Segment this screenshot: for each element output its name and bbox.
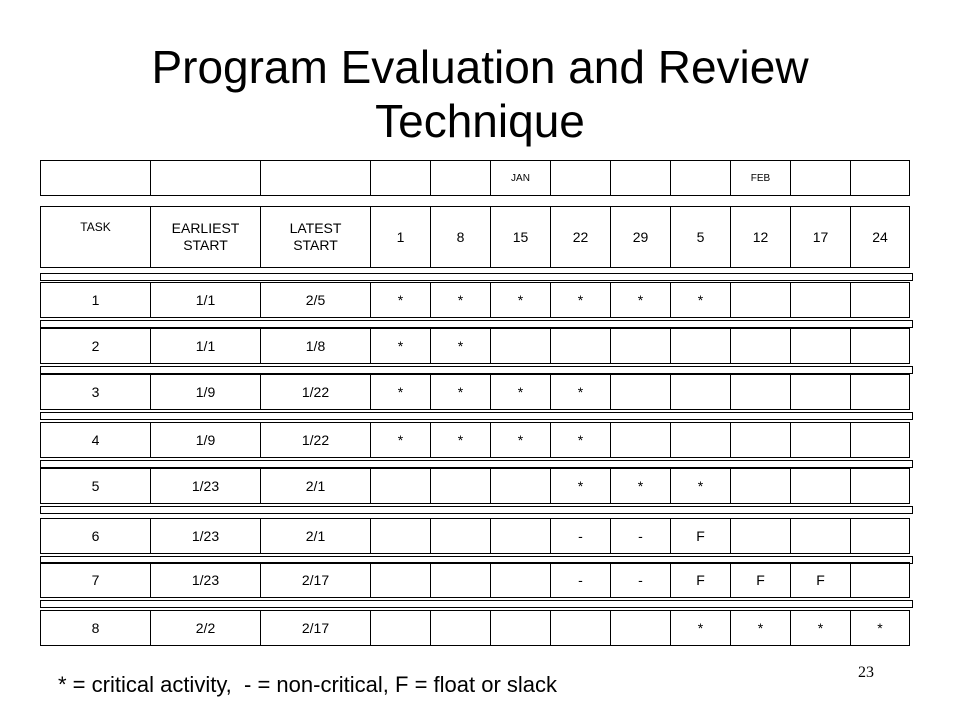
table-cell: 6 xyxy=(40,518,150,554)
table-cell xyxy=(850,282,910,318)
table-row xyxy=(40,282,910,318)
table-cell xyxy=(850,328,910,364)
table-cell: F xyxy=(790,562,850,598)
table-cell: 1/1 xyxy=(150,328,260,364)
table-cell: 5 xyxy=(670,206,730,268)
table-cell xyxy=(430,160,490,196)
table-cell: * xyxy=(550,282,610,318)
table-cell: * xyxy=(550,468,610,504)
table-cell: * xyxy=(550,374,610,410)
table-cell: 1/23 xyxy=(150,562,260,598)
table-cell: 7 xyxy=(40,562,150,598)
table-cell xyxy=(790,160,850,196)
table-cell: * xyxy=(430,422,490,458)
table-cell: * xyxy=(490,282,550,318)
table-cell: LATEST START xyxy=(260,206,370,268)
table-cell xyxy=(550,160,610,196)
table-row xyxy=(40,422,910,458)
table-cell: JAN xyxy=(490,160,550,196)
table-row xyxy=(40,374,910,410)
table-cell: * xyxy=(790,610,850,646)
table-cell: 2/1 xyxy=(260,468,370,504)
table-cell xyxy=(430,518,490,554)
table-cell: 1/9 xyxy=(150,374,260,410)
table-cell xyxy=(850,160,910,196)
table-cell xyxy=(850,518,910,554)
table-cell xyxy=(150,160,260,196)
table-cell xyxy=(730,518,790,554)
table-cell: 2/17 xyxy=(260,562,370,598)
table-cell xyxy=(490,518,550,554)
table-cell xyxy=(490,562,550,598)
table-cell: 17 xyxy=(790,206,850,268)
table-cell xyxy=(790,468,850,504)
table-cell: F xyxy=(730,562,790,598)
table-cell: 8 xyxy=(430,206,490,268)
table-cell xyxy=(790,328,850,364)
table-cell: * xyxy=(430,328,490,364)
table-cell: 1/9 xyxy=(150,422,260,458)
table-cell: * xyxy=(670,282,730,318)
row-divider xyxy=(40,460,913,468)
table-cell xyxy=(850,422,910,458)
table-cell xyxy=(670,160,730,196)
table-cell: * xyxy=(610,468,670,504)
table-cell xyxy=(370,562,430,598)
row-divider xyxy=(40,600,913,608)
table-cell xyxy=(550,328,610,364)
table-cell: * xyxy=(370,422,430,458)
table-cell xyxy=(370,610,430,646)
table-cell: 1/23 xyxy=(150,468,260,504)
table-cell: 2 xyxy=(40,328,150,364)
table-cell xyxy=(790,374,850,410)
slide-title xyxy=(60,40,900,148)
table-cell: 5 xyxy=(40,468,150,504)
table-cell xyxy=(40,160,150,196)
table-cell: * xyxy=(670,468,730,504)
table-cell: EARLIEST START xyxy=(150,206,260,268)
table-cell xyxy=(610,610,670,646)
table-cell: * xyxy=(730,610,790,646)
table-cell: F xyxy=(670,518,730,554)
table-cell xyxy=(610,160,670,196)
table-cell xyxy=(670,422,730,458)
table-cell: - xyxy=(610,518,670,554)
table-cell: 12 xyxy=(730,206,790,268)
table-cell: * xyxy=(670,610,730,646)
table-cell: F xyxy=(670,562,730,598)
table-cell xyxy=(670,328,730,364)
table-cell xyxy=(260,160,370,196)
table-cell xyxy=(850,468,910,504)
title-line-1: Program Evaluation and Review xyxy=(151,41,809,93)
table-cell: 1 xyxy=(370,206,430,268)
table-cell: TASK xyxy=(40,206,150,268)
table-cell: 8 xyxy=(40,610,150,646)
table-cell xyxy=(730,374,790,410)
table-cell xyxy=(730,282,790,318)
table-cell xyxy=(610,422,670,458)
table-cell xyxy=(370,518,430,554)
table-row xyxy=(40,518,910,554)
table-cell: * xyxy=(850,610,910,646)
table-row xyxy=(40,562,910,598)
table-cell: 1/8 xyxy=(260,328,370,364)
table-cell: 3 xyxy=(40,374,150,410)
table-cell xyxy=(670,374,730,410)
table-cell xyxy=(610,374,670,410)
month-header-row xyxy=(40,160,910,196)
table-cell: 1 xyxy=(40,282,150,318)
table-cell: * xyxy=(370,328,430,364)
table-cell: 1/22 xyxy=(260,422,370,458)
table-cell: 2/2 xyxy=(150,610,260,646)
title-line-2: Technique xyxy=(375,95,585,147)
table-cell: 2/1 xyxy=(260,518,370,554)
table-cell xyxy=(490,468,550,504)
table-cell xyxy=(430,610,490,646)
table-cell xyxy=(790,422,850,458)
table-row xyxy=(40,328,910,364)
table-cell xyxy=(730,468,790,504)
table-cell: * xyxy=(610,282,670,318)
table-cell xyxy=(850,562,910,598)
table-cell: 22 xyxy=(550,206,610,268)
row-divider xyxy=(40,506,913,514)
table-cell xyxy=(730,328,790,364)
table-cell: 4 xyxy=(40,422,150,458)
table-cell: 24 xyxy=(850,206,910,268)
page-number: 23 xyxy=(858,664,874,681)
table-cell xyxy=(850,374,910,410)
row-divider xyxy=(40,320,913,328)
row-divider xyxy=(40,273,913,281)
table-cell: * xyxy=(370,374,430,410)
table-cell: 29 xyxy=(610,206,670,268)
table-cell xyxy=(370,160,430,196)
table-cell: 1/23 xyxy=(150,518,260,554)
table-cell xyxy=(490,328,550,364)
table-cell xyxy=(610,328,670,364)
table-row xyxy=(40,468,910,504)
table-cell: * xyxy=(430,374,490,410)
table-cell: * xyxy=(490,374,550,410)
table-cell xyxy=(490,610,550,646)
table-cell xyxy=(790,518,850,554)
table-cell: - xyxy=(610,562,670,598)
table-cell: - xyxy=(550,562,610,598)
table-cell xyxy=(790,282,850,318)
table-cell: - xyxy=(550,518,610,554)
table-cell: 1/1 xyxy=(150,282,260,318)
table-cell: FEB xyxy=(730,160,790,196)
row-divider xyxy=(40,412,913,420)
table-cell: * xyxy=(550,422,610,458)
table-cell: 2/17 xyxy=(260,610,370,646)
table-cell xyxy=(370,468,430,504)
table-cell: 1/22 xyxy=(260,374,370,410)
table-row xyxy=(40,610,910,646)
table-cell xyxy=(730,422,790,458)
table-cell: 2/5 xyxy=(260,282,370,318)
row-divider xyxy=(40,366,913,374)
table-cell: * xyxy=(370,282,430,318)
table-cell: * xyxy=(430,282,490,318)
table-cell: * xyxy=(490,422,550,458)
legend: * = critical activity, - = non-critical, F = float or slack xyxy=(58,672,558,697)
table-cell xyxy=(550,610,610,646)
table-cell xyxy=(430,562,490,598)
table-cell: 15 xyxy=(490,206,550,268)
table-cell xyxy=(430,468,490,504)
column-header-row xyxy=(40,206,910,268)
